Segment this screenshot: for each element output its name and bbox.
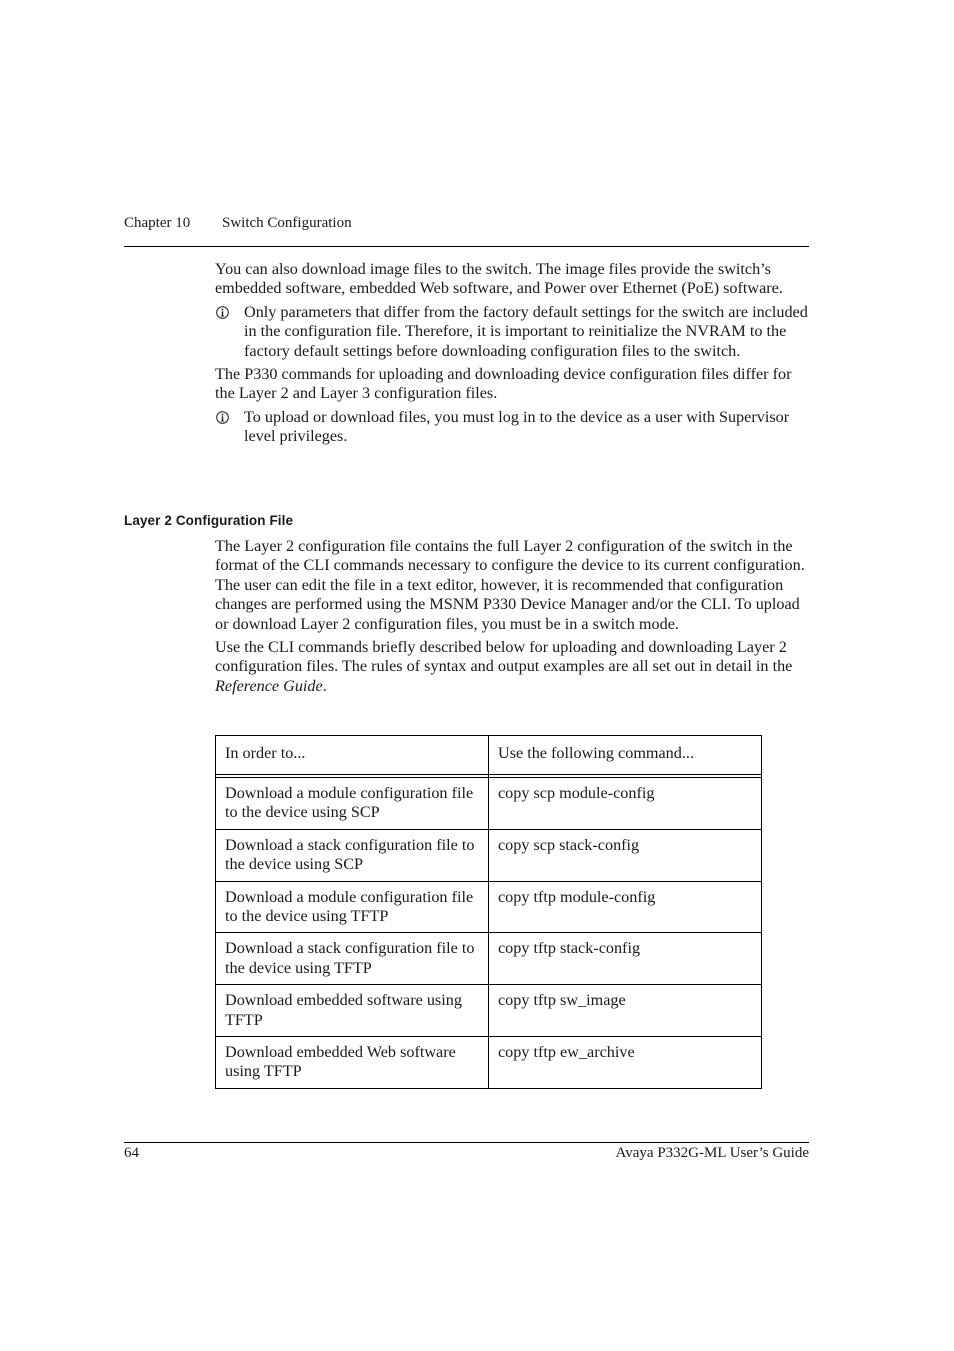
table-cell-command: copy tftp ew_archive bbox=[489, 1037, 762, 1089]
table-cell-purpose: Download a module configuration file to the device using TFTP bbox=[216, 881, 489, 933]
note-2 bbox=[215, 408, 809, 447]
table-header-purpose: In order to... bbox=[216, 736, 489, 775]
table-cell-purpose: Download a stack configuration file to the device using SCP bbox=[216, 829, 489, 881]
chapter-label: Chapter 10 bbox=[124, 215, 191, 231]
intro-section bbox=[215, 260, 809, 451]
info-note-icon bbox=[216, 411, 229, 424]
note-2-text: To upload or download files, you must log in to the device as a user with Supervisor level privileges. bbox=[244, 407, 790, 446]
intro-paragraph-1: You can also download image files to the switch. The image files provide the switch’s embedded software, embedded Web software, and Power over Ethernet (PoE) software. bbox=[215, 260, 783, 298]
page-number: 64 bbox=[124, 1145, 139, 1161]
table-cell-purpose: Download embedded Web software using TFTP bbox=[216, 1037, 489, 1089]
section-heading: Layer 2 Configuration File bbox=[124, 513, 294, 528]
table-row bbox=[216, 985, 762, 1037]
intro-paragraph-2: The P330 commands for uploading and downloading device configuration files differ for the Layer 2 and Layer 3 configuration files. bbox=[215, 365, 792, 403]
table-cell-purpose: Download a stack configuration file to the device using TFTP bbox=[216, 933, 489, 985]
table-row bbox=[216, 881, 762, 933]
layer2-section bbox=[215, 537, 809, 700]
table-cell-command: copy scp stack-config bbox=[489, 829, 762, 881]
note-1 bbox=[215, 303, 809, 361]
table-cell-command: copy tftp sw_image bbox=[489, 985, 762, 1037]
table-row bbox=[216, 829, 762, 881]
table-cell-purpose: Download a module configuration file to the device using SCP bbox=[216, 778, 489, 830]
table-row bbox=[216, 1037, 762, 1089]
page-header bbox=[124, 215, 809, 232]
layer2-paragraph-2-start: Use the CLI commands briefly described below for uploading and downloading Layer 2 configuration files. The rules of syntax and output examples are all set out in detail in the bbox=[215, 638, 793, 676]
chapter-title: Switch Configuration bbox=[222, 215, 352, 231]
guide-title: Avaya P332G-ML User’s Guide bbox=[615, 1145, 809, 1161]
table-cell-command: copy tftp stack-config bbox=[489, 933, 762, 985]
header-rule bbox=[124, 246, 809, 247]
table-header-row bbox=[216, 736, 762, 775]
command-table bbox=[215, 735, 762, 1089]
reference-guide-title: Reference Guide bbox=[215, 676, 323, 695]
layer2-paragraph-2 bbox=[215, 638, 809, 696]
table-cell-command: copy tftp module-config bbox=[489, 881, 762, 933]
table-row bbox=[216, 778, 762, 830]
info-note-icon bbox=[216, 306, 229, 319]
table-cell-command: copy scp module-config bbox=[489, 778, 762, 830]
table-header-command: Use the following command... bbox=[489, 736, 762, 775]
footer-rule bbox=[124, 1142, 809, 1143]
layer2-paragraph-2-end: . bbox=[322, 676, 327, 695]
table-row bbox=[216, 933, 762, 985]
note-1-text: Only parameters that differ from the factory default settings for the switch are included in the configuration file. Therefore, it is important to reinitialize the NVRAM to the factory default settings before downloading configuration files to the switch. bbox=[244, 302, 808, 360]
table-cell-purpose: Download embedded software using TFTP bbox=[216, 985, 489, 1037]
page-footer bbox=[124, 1145, 809, 1162]
layer2-paragraph-1: The Layer 2 configuration file contains the full Layer 2 configuration of the switch in the format of the CLI commands necessary to configure the device to its current configuration. The user can edit the file in a text editor, however, it is recommended that configuration changes are performed using the MSNM P330 Device Manager and/or the CLI. To upload or download Layer 2 configuration files, you must be in a switch mode. bbox=[215, 537, 805, 633]
